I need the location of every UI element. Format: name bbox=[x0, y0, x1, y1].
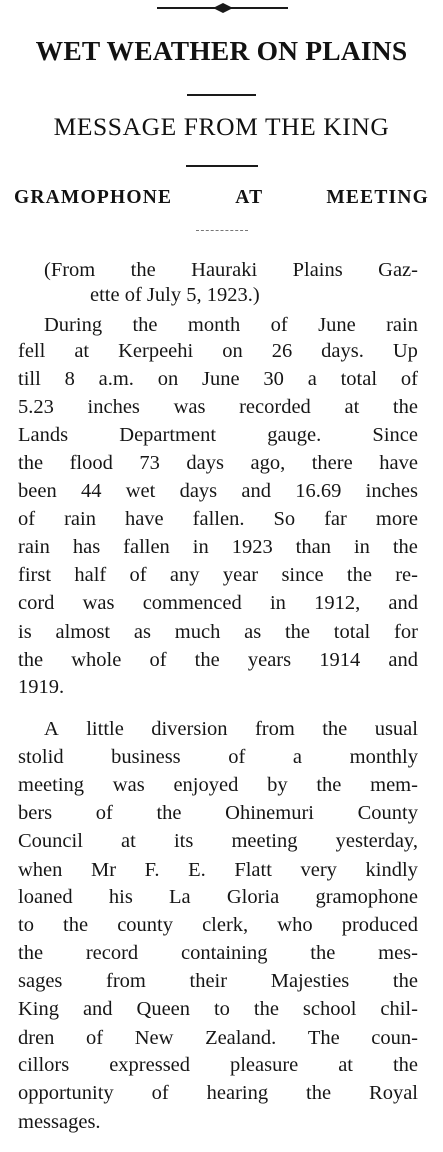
headline: WET WEATHER ON PLAINS bbox=[35, 35, 408, 66]
article-word: clerk, bbox=[202, 914, 249, 936]
article-word: whole bbox=[71, 649, 122, 671]
article-word: rain bbox=[64, 508, 96, 530]
article-word: the bbox=[253, 998, 279, 1020]
article-line bbox=[18, 801, 418, 825]
article-line bbox=[18, 367, 418, 391]
article-line bbox=[18, 423, 418, 447]
article-word: Up bbox=[392, 340, 418, 362]
article-word: expressed bbox=[109, 1054, 191, 1076]
article-word: 5.23 bbox=[18, 396, 54, 418]
article-word: at bbox=[121, 830, 136, 852]
article-word: The bbox=[307, 1027, 340, 1049]
article-word: the bbox=[316, 774, 342, 796]
article-word: stolid bbox=[18, 746, 64, 768]
article-line bbox=[18, 620, 418, 644]
article-word: sages bbox=[18, 970, 63, 992]
article-line bbox=[18, 1053, 418, 1077]
article-word: mes- bbox=[378, 942, 418, 964]
article-word: the bbox=[392, 1054, 418, 1076]
article-word: the bbox=[392, 970, 418, 992]
article-word: first bbox=[18, 564, 52, 586]
article-word: County bbox=[357, 802, 418, 824]
article-word: Hauraki bbox=[191, 259, 258, 281]
article-word: of bbox=[95, 802, 113, 824]
article-word: Lands bbox=[18, 424, 69, 446]
article-word: and bbox=[241, 480, 271, 502]
article-word: Zealand. bbox=[205, 1027, 277, 1049]
article-word: been bbox=[18, 480, 57, 502]
article-word: have bbox=[379, 452, 418, 474]
article-word: 1912, bbox=[314, 592, 361, 614]
article-word: Royal bbox=[369, 1082, 418, 1104]
article-word: A bbox=[44, 718, 59, 740]
article-word: 1914 bbox=[319, 649, 361, 671]
article-word: Since bbox=[372, 424, 418, 446]
article-word: record bbox=[85, 942, 139, 964]
article-word: inches bbox=[87, 396, 140, 418]
article-word: re- bbox=[395, 564, 418, 586]
article-word: kindly bbox=[365, 859, 418, 881]
article-word: diversion bbox=[151, 718, 228, 740]
article-word: the bbox=[194, 649, 220, 671]
article-word: of bbox=[129, 564, 147, 586]
article-word: 1923 bbox=[231, 536, 273, 558]
article-word: any bbox=[169, 564, 200, 586]
article-word: fell bbox=[18, 340, 46, 362]
article-line bbox=[18, 773, 418, 797]
article-word: E. bbox=[188, 859, 206, 881]
article-word: commenced bbox=[142, 592, 242, 614]
article-word: chil- bbox=[380, 998, 418, 1020]
article-word: and bbox=[82, 998, 113, 1020]
article-word: So bbox=[273, 508, 296, 530]
article-word: the bbox=[18, 649, 44, 671]
article-line: messages. bbox=[18, 1111, 101, 1133]
article-word: in bbox=[192, 536, 209, 558]
article-word: there bbox=[311, 452, 353, 474]
article-line: 1919. bbox=[18, 676, 65, 698]
article-word: fallen. bbox=[192, 508, 245, 530]
article-line bbox=[18, 563, 418, 587]
article-word: La bbox=[169, 886, 191, 908]
article-word: half bbox=[74, 564, 107, 586]
article-word: the bbox=[18, 942, 44, 964]
article-word: June bbox=[318, 314, 356, 336]
subheadline-word: MEETING bbox=[326, 187, 429, 208]
article-word: to bbox=[213, 998, 230, 1020]
article-word: to bbox=[18, 914, 34, 936]
article-word: Flatt bbox=[234, 859, 272, 881]
article-word: in bbox=[353, 536, 370, 558]
article-line bbox=[18, 451, 418, 475]
article-word: containing bbox=[180, 942, 268, 964]
article-word: of bbox=[18, 508, 36, 530]
article-word: was bbox=[112, 774, 145, 796]
article-word: from bbox=[254, 718, 295, 740]
article-word: till bbox=[18, 368, 41, 390]
article-line: ette of July 5, 1923.) bbox=[90, 284, 260, 306]
article-word: the bbox=[284, 621, 311, 643]
article-word: month bbox=[187, 314, 241, 336]
article-word: when bbox=[18, 859, 63, 881]
article-word: a bbox=[292, 746, 303, 768]
article-word: cord bbox=[18, 592, 55, 614]
article-line bbox=[18, 395, 418, 419]
article-word: have bbox=[124, 508, 164, 530]
article-word: and bbox=[388, 592, 418, 614]
article-word: the bbox=[392, 536, 418, 558]
article-word: produced bbox=[341, 914, 418, 936]
article-line bbox=[18, 648, 418, 672]
article-word: at bbox=[74, 340, 90, 362]
article-word: in bbox=[269, 592, 286, 614]
article-word: meeting bbox=[18, 774, 85, 796]
article-line bbox=[18, 913, 418, 937]
article-word: little bbox=[86, 718, 124, 740]
article-line bbox=[18, 507, 418, 531]
article-word: F. bbox=[144, 859, 160, 881]
article-word: fallen bbox=[123, 536, 170, 558]
article-word: its bbox=[173, 830, 194, 852]
article-word: ago, bbox=[250, 452, 286, 474]
article-word: 26 bbox=[271, 340, 293, 362]
article-word: the bbox=[346, 564, 372, 586]
article-line bbox=[18, 941, 418, 965]
article-word: on bbox=[222, 340, 243, 362]
article-word: 16.69 bbox=[295, 480, 342, 502]
article-word: the bbox=[306, 1082, 332, 1104]
article-word: of bbox=[86, 1027, 104, 1049]
article-word: total bbox=[340, 368, 378, 390]
section-dash bbox=[196, 230, 248, 231]
subheadline: MESSAGE FROM THE KING bbox=[53, 112, 390, 141]
article-line bbox=[18, 858, 418, 882]
headline-rule bbox=[187, 94, 256, 96]
article-line bbox=[44, 717, 418, 741]
article-word: (From bbox=[44, 259, 96, 281]
article-word: Gloria bbox=[226, 886, 280, 908]
article-word: the bbox=[130, 259, 156, 281]
article-line bbox=[18, 885, 418, 909]
article-line bbox=[18, 591, 418, 615]
article-word: of bbox=[149, 649, 167, 671]
article-word: June bbox=[202, 368, 240, 390]
article-line bbox=[18, 1026, 418, 1050]
article-word: of bbox=[151, 1082, 169, 1104]
article-word: was bbox=[173, 396, 206, 418]
article-word: county bbox=[117, 914, 173, 936]
article-word: rain bbox=[18, 536, 50, 558]
article-word: at bbox=[338, 1054, 353, 1076]
article-word: inches bbox=[365, 480, 418, 502]
article-word: from bbox=[106, 970, 146, 992]
article-word: 8 bbox=[64, 368, 75, 390]
article-word: gramophone bbox=[315, 886, 418, 908]
article-word: enjoyed bbox=[173, 774, 239, 796]
article-word: years bbox=[247, 649, 292, 671]
article-word: Kerpeehi bbox=[118, 340, 194, 362]
article-word: days bbox=[186, 452, 224, 474]
article-word: 44 bbox=[80, 480, 102, 502]
article-word: was bbox=[82, 592, 115, 614]
article-word: Majesties bbox=[270, 970, 350, 992]
article-word: has bbox=[72, 536, 101, 558]
article-line bbox=[18, 479, 418, 503]
article-word: 30 bbox=[263, 368, 284, 390]
article-line bbox=[18, 997, 418, 1021]
article-word: dren bbox=[18, 1027, 55, 1049]
article-word: who bbox=[277, 914, 313, 936]
article-word: rain bbox=[386, 314, 418, 336]
article-word: yesterday, bbox=[335, 830, 418, 852]
article-word: gauge. bbox=[267, 424, 322, 446]
article-word: mem- bbox=[370, 774, 418, 796]
article-word: bers bbox=[18, 802, 53, 824]
article-word: the bbox=[132, 314, 158, 336]
article-word: King bbox=[18, 998, 59, 1020]
subheadline-word: AT bbox=[235, 187, 264, 208]
article-word: days bbox=[179, 480, 218, 502]
article-word: days. bbox=[321, 340, 364, 362]
article-word: total bbox=[333, 621, 371, 643]
article-word: wet bbox=[125, 480, 156, 502]
article-word: of bbox=[228, 746, 246, 768]
article-word: loaned bbox=[18, 886, 73, 908]
article-word: opportunity bbox=[18, 1082, 114, 1104]
article-word: far bbox=[324, 508, 347, 530]
article-word: as bbox=[133, 621, 151, 643]
article-line bbox=[18, 535, 418, 559]
article-word: the bbox=[310, 942, 336, 964]
article-word: for bbox=[394, 621, 418, 643]
article-word: the bbox=[18, 452, 44, 474]
article-word: New bbox=[134, 1027, 174, 1049]
subheadline-word: GRAMOPHONE bbox=[14, 187, 173, 208]
article-word: since bbox=[281, 564, 324, 586]
article-word: than bbox=[295, 536, 331, 558]
article-line bbox=[44, 313, 418, 337]
article-word: very bbox=[300, 859, 337, 881]
article-word: meeting bbox=[231, 830, 298, 852]
article-word: school bbox=[302, 998, 357, 1020]
ornament-divider bbox=[157, 2, 288, 14]
article-word: Ohinemuri bbox=[225, 802, 314, 824]
article-word: by bbox=[267, 774, 288, 796]
article-word: the bbox=[322, 718, 348, 740]
article-word: cillors bbox=[18, 1054, 70, 1076]
article-word: monthly bbox=[349, 746, 418, 768]
article-word: Queen bbox=[136, 998, 191, 1020]
article-word: business bbox=[111, 746, 181, 768]
article-word: Gaz- bbox=[378, 259, 418, 281]
subheadline-rule bbox=[186, 165, 258, 167]
article-word: During bbox=[44, 314, 103, 336]
article-word: Council bbox=[18, 830, 83, 852]
article-word: and bbox=[388, 649, 418, 671]
article-word: flood bbox=[69, 452, 113, 474]
article-line bbox=[18, 745, 418, 769]
article-word: coun- bbox=[371, 1027, 418, 1049]
article-word: as bbox=[244, 621, 262, 643]
article-word: the bbox=[63, 914, 89, 936]
article-word: more bbox=[375, 508, 418, 530]
article-word: year bbox=[222, 564, 259, 586]
article-word: of bbox=[270, 314, 288, 336]
article-word: at bbox=[344, 396, 360, 418]
article-word: his bbox=[108, 886, 133, 908]
article-line bbox=[44, 258, 418, 282]
article-line bbox=[18, 969, 418, 993]
article-line bbox=[18, 829, 418, 853]
article-word: recorded bbox=[239, 396, 311, 418]
article-line bbox=[18, 339, 418, 363]
article-word: Plains bbox=[292, 259, 343, 281]
article-word: pleasure bbox=[229, 1054, 299, 1076]
article-word: Department bbox=[119, 424, 217, 446]
article-line bbox=[18, 1081, 418, 1105]
article-word: their bbox=[189, 970, 228, 992]
article-word: of bbox=[400, 368, 418, 390]
subheadline-secondary bbox=[14, 187, 429, 209]
article-word: is bbox=[18, 621, 32, 643]
article-word: the bbox=[156, 802, 182, 824]
article-word: hearing bbox=[206, 1082, 269, 1104]
article-word: on bbox=[157, 368, 179, 390]
article-word: 73 bbox=[139, 452, 160, 474]
article-word: a bbox=[307, 368, 317, 390]
article-word: usual bbox=[374, 718, 418, 740]
article-word: Mr bbox=[90, 859, 117, 881]
article-word: much bbox=[174, 621, 221, 643]
article-word: almost bbox=[55, 621, 111, 643]
article-word: a.m. bbox=[98, 368, 134, 390]
article-word: the bbox=[392, 396, 418, 418]
